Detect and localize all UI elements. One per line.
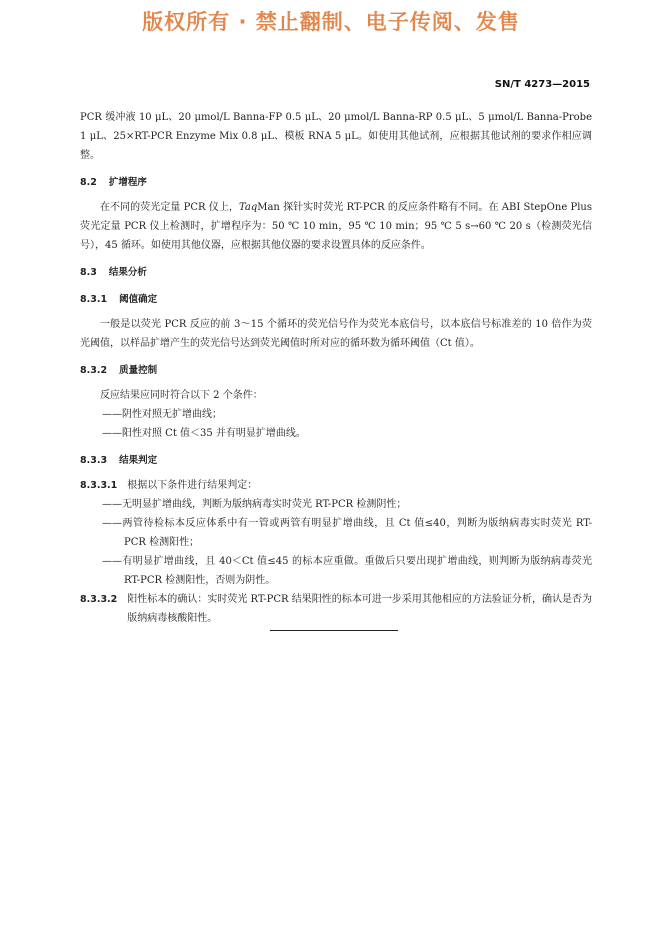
heading-8-2 (80, 173, 592, 192)
heading-number: 8.2 (80, 177, 97, 188)
paragraph-8-3-3-1 (80, 476, 592, 495)
clause-number: 8.3.3.1 (80, 480, 118, 491)
paragraph-8-3-3-2 (80, 590, 592, 628)
heading-8-3-1 (80, 290, 592, 309)
list-item: ——有明显扩增曲线，且 40＜Ct 值≤45 的标本应重做。重做后只要出现扩增曲线，则判断为版纳病毒荧光 RT-PCR 检测阳性，否则为阴性。 (102, 556, 592, 586)
heading-8-3 (80, 263, 592, 282)
copyright-watermark: 版权所有 · 禁止翻制、电子传阅、发售 (142, 10, 520, 34)
heading-number: 8.3 (80, 267, 97, 278)
paragraph-reagents: PCR 缓冲液 10 μL、20 μmol/L Banna-FP 0.5 μL、20 μmol/L Banna-RP 0.5 μL、5 μmol/L Banna-Probe 1 μL、25×RT-PCR Enzyme Mix 0.8 μL、模板 RNA 5 μL。如使用其他试剂，应根据其他试剂的要求作相应调整。 (80, 112, 592, 161)
paragraph-quality-intro: 反应结果应同时符合以下 2 个条件： (100, 390, 263, 401)
heading-title: 扩增程序 (108, 177, 147, 188)
list-item: ——两管待检标本反应体系中有一管或两管有明显扩增曲线，且 Ct 值≤40，判断为版纳病毒实时荧光 RT-PCR 检测阳性； (102, 518, 592, 548)
heading-title: 结果分析 (108, 267, 147, 278)
heading-8-3-2 (80, 361, 592, 380)
document-body (80, 108, 592, 628)
standard-code: SN/T 4273—2015 (494, 79, 590, 90)
list-item: ——无明显扩增曲线，判断为版纳病毒实时荧光 RT-PCR 检测阴性； (102, 499, 407, 510)
heading-8-3-3 (80, 451, 592, 470)
heading-title: 结果判定 (119, 455, 158, 466)
heading-number: 8.3.3 (80, 455, 108, 466)
heading-number: 8.3.2 (80, 365, 108, 376)
taq-italic: Taq (238, 202, 258, 213)
end-of-document-rule (270, 630, 398, 631)
list-item: ——阴性对照无扩增曲线； (102, 409, 222, 420)
clause-number: 8.3.3.2 (80, 594, 118, 605)
clause-intro: 根据以下条件进行结果判定： (127, 480, 258, 491)
clause-text: 阳性标本的确认：实时荧光 RT-PCR 结果阳性的标本可进一步采用其他相应的方法验证分析，确认是否为版纳病毒核酸阳性。 (127, 594, 592, 624)
list-item: ——阳性对照 Ct 值＜35 并有明显扩增曲线。 (102, 428, 306, 439)
amplification-text-a: 在不同的荧光定量 PCR 仪上， (100, 202, 239, 213)
heading-title: 质量控制 (119, 365, 158, 376)
heading-number: 8.3.1 (80, 294, 108, 305)
paragraph-threshold: 一般是以荧光 PCR 反应的前 3～15 个循环的荧光信号作为荧光本底信号，以本底信号标准差的 10 倍作为荧光阈值，以样品扩增产生的荧光信号达到荧光阈值时所对应的循环数为循环阈值（Ct 值）。 (80, 319, 592, 349)
paragraph-amplification (80, 198, 592, 255)
amplification-text-b: Man 探针实时荧光 RT-PCR 的反应条件略有不同。在 ABI StepOne Plus 荧光定量 PCR 仪上检测时，扩增程序为：50 ℃ 10 min，95 ℃ 10 min；95 ℃ 5 s→60 ℃ 20 s（检测荧光信号），45 循环。如使用其他仪器，应根据其他仪器的要求设置具体的反应条件。 (80, 202, 592, 251)
heading-title: 阈值确定 (119, 294, 158, 305)
